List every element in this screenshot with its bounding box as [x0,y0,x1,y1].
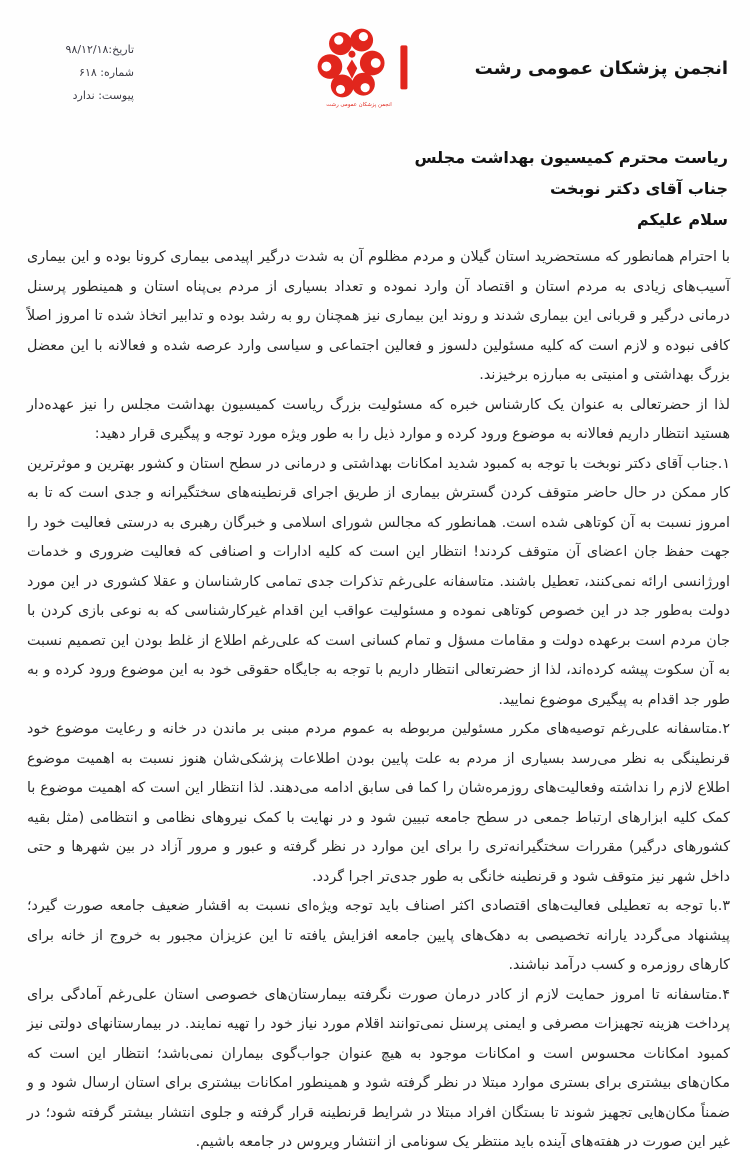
org-title: انجمن پزشکان عمومی رشت [474,58,728,79]
recipient-block [30,142,728,235]
letter-body [27,243,730,1158]
paragraph-intro: با احترام همانطور که مستحضرید استان گیلان و مردم مظلوم آن به شدت درگیر اپیدمی بیماری کرونا بوده و این بیماری آسیب‌های زیادی به مردم استان و اقتصاد آن وارد نموده و تعداد بسیاری از مردم بی‌پناه استان و همینطور پرسنل درمانی درگیر و قربانی این بیماری شدند و روند این بیماری نیز همچنان رو به رشد بوده و تدابیر اتخاذ شده تا امروز اصلاً کافی نبوده و لازم است که کلیه مسئولین دلسوز و فعالین اجتماعی و سیاسی وارد عرصه شده و فعالانه با این معضل بزرگ بهداشتی و امنیتی به مبارزه برخیزند. [27,249,730,383]
meta-number: شماره: ۶۱۸ [79,66,134,79]
paragraph-request: لذا از حضرتعالی به عنوان یک کارشناس خبره که مسئولیت بزرگ ریاست کمیسیون بهداشت مجلس را نیز عهده‌دار هستید انتظار داریم فعالانه به موضوع ورود کرده و موارد ذیل را به طور ویژه مورد توجه و پیگیری قرار دهید: [27,396,730,442]
logo-caption: انجمن پزشکان عمومی رشت [326,101,392,108]
association-logo [300,26,418,109]
paragraph-item-4: ۴.متاسفانه تا امروز حمایت لازم از کادر درمان صورت نگرفته بیمارستان‌های خصوصی استان علی‌رغم آمادگی برای پرداخت هزینه تجهیزات مصرفی و ایمنی پرسنل نمی‌توانند اقلام مورد نیاز خود را تهیه نمایند. در بیمارستانهای دولتی نیز کمبود امکانات محسوس است و امکانات موجود به هیچ عنوان جواب‌گوی بیماران نمی‌باشد؛ انتظار این است که مکان‌های بیشتری برای بستری موارد مبتلا در نظر گرفته شود و همینطور امکانات بیشتری برای استان ارسال شود و و ضمناً مکان‌هایی تجهیز شوند تا بستگان افراد مبتلا در شرایط قرنطینه قرار گرفته و جلوی انتشار بیشتر گرفته شود؛ در غیر این صورت در هفته‌های آینده باید منتظر یک سونامی از انتشار ویروس در جامعه باشیم. [27,986,730,1150]
letter-meta [16,38,134,107]
meta-attachment: پیوست: ندارد [72,89,134,102]
paragraph-item-2: ۲.متاسفانه علی‌رغم توصیه‌های مکرر مسئولین مربوطه به عموم مردم مبنی بر ماندن در خانه و رعایت موضوع خود قرنطینگی به نظر می‌رسد بسیاری از مردم به علت پایین بودن اطلاعات پزشکی‌شان هنوز نسبت به اهمیت موضوع اطلاع لازم را نداشته وفعالیت‌های روزمره‌شان را کما فی سابق ادامه می‌دهند. لذا انتظار این است که اهمیت موضوع با کمک کلیه ابزارهای ارتباط جمعی در سطح جامعه تبیین شود و در نهایت با کمک نیروهای نظامی و انتظامی (مثل بقیه کشورهای درگیر) مقررات سختگیرانه‌تری را برای این موارد در نظر گرفته و عبور و مرور آزاد در بین شهرها و حتی داخل شهر نیز متوقف شود و قرنطینه خانگی به طور جدی‌تر اجرا گردد. [27,721,730,885]
recipient-line-name: جناب آقای دکتر نوبخت [549,179,728,198]
paragraph-item-3: ۳.با توجه به تعطیلی فعالیت‌های اقتصادی اکثر اصناف باید توجه ویژه‌ای نسبت به اقشار ضعیف جامعه صورت گیرد؛ پیشنهاد می‌گردد یارانه تخصیصی به دهک‌های پایین جامعه افزایش یافته تا این عزیزان مجبور به خروج از خانه برای کارهای روزمره و کسب درآمد نباشند. [27,898,730,973]
recipient-line-salutation: سلام علیکم [636,210,728,229]
paragraph-item-1: ۱.جناب آقای دکتر نوبخت با توجه به کمبود شدید امکانات بهداشتی و درمانی در سطح استان و کشور بهترین و موثرترین کار ممکن در حال حاضر متوقف کردن گسترش بیماری از طریق اجرای قرنطینه‌های سختگیرانه و جدی است که تا به امروز نسبت به آن کوتاهی شده است. همانطور که مجالس شورای اسلامی و خبرگان رهبری به درستی فعالیت خود را جهت حفظ جان اعضای آن متوقف کردند! انتظار این است که کلیه ادارات و اصنافی که فعالیت ضروری و خدمات اورژانسی ارائه نمی‌کنند، تعطیل باشند. متاسفانه علی‌رغم تذکرات جدی تمامی کارشناسان و عقلا کشوری در این مورد دولت به‌طور جد در این خصوص کوتاهی نموده و مسئولیت عواقب این اقدام غیرکارشناسی که به نوعی بازی کردن با جان مردم است برعهده دولت و مقامات مسؤل و تمام کسانی است که علی‌رغم اطلاع از غلط بودن این تصمیم نسبت به آن سکوت پیشه کرده‌اند، لذا از حضرتعالی انتظار داریم با توجه به جایگاه حقوقی خود به این موضوع ورود کرده و به طور جد اقدام به پیگیری موضوع نمایید. [27,455,730,708]
recipient-line-commission: ریاست محترم کمیسیون بهداشت مجلس [414,148,728,167]
meta-date: تاریخ:۹۸/۱۲/۱۸ [65,43,134,56]
flower-logo-icon [300,26,418,100]
